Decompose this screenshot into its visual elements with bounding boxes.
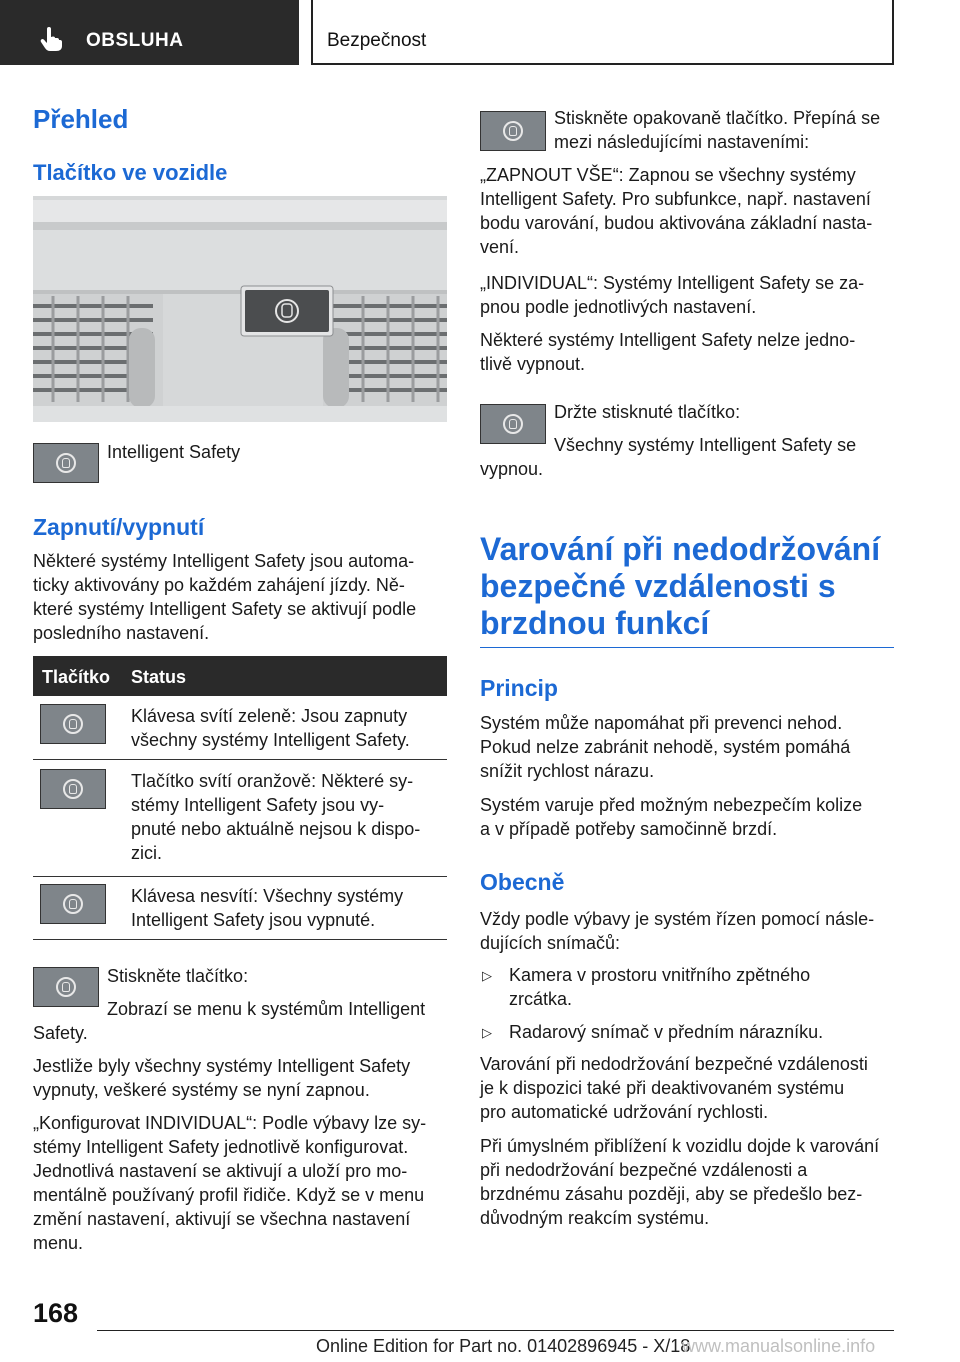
- heading-princip: Princip: [480, 675, 558, 701]
- heading-zapnuti: Zapnutí/vypnutí: [33, 514, 205, 540]
- press-button-icon: [33, 967, 99, 1007]
- table-row-orange: Tlačítko svítí oranžově: Některé sy‐ stémy Intelligent Safety jsou vy‐ pnuté nebo aktuálně nejsou k dispo‐ zici.: [131, 771, 421, 863]
- photo-caption: Intelligent Safety: [107, 442, 241, 462]
- heading-tlacitko: Tlačítko ve vozidle: [33, 160, 228, 185]
- intelligent-safety-button-icon: [33, 443, 99, 483]
- obecne-paragraph-2: Varování při nedodržování bezpečné vzdálenosti je k dispozici také při deaktivovaném systému pro automatické udržování rychlosti.: [480, 1054, 868, 1122]
- zapnout-vse-paragraph: „ZAPNOUT VŠE“: Zapnou se všechny systémy Intelligent Safety. Pro subfunkce, např. nastavení bodu varování, budou aktivována základní nasta‐ vení.: [480, 165, 873, 257]
- table-row-green: Klávesa svítí zeleně: Jsou zapnuty všechny systémy Intelligent Safety.: [131, 706, 410, 750]
- dashboard-button-photo: [33, 196, 447, 422]
- chapter-label: Bezpečnost: [327, 30, 427, 51]
- chapter-tab: [311, 0, 894, 65]
- footer-rule: [97, 1330, 894, 1331]
- watermark: www.manualsonline.info: [682, 1336, 876, 1356]
- table-bottom-rule: [33, 939, 447, 940]
- obecne-paragraph-3: Při úmyslném přiblížení k vozidlu dojde k varování při nedodržování bezpečné vzdálenosti a brzdnému zásahu později, aby se předešlo bez‐ důvodným reakcím systému.: [480, 1136, 880, 1228]
- heading-underline: [480, 647, 894, 648]
- button-orange-icon: [40, 769, 106, 809]
- hand-pointer-icon: [40, 27, 62, 51]
- table-divider: [33, 876, 447, 877]
- section-label: OBSLUHA: [86, 30, 184, 51]
- status-table-header: [33, 656, 447, 696]
- hold-line-2: Všechny systémy Intelligent Safety se: [554, 435, 857, 455]
- col-tlacitko: Tlačítko: [42, 667, 111, 687]
- page-number: 168: [33, 1298, 79, 1328]
- repeat-button-icon: [480, 111, 546, 151]
- button-green-icon: [40, 704, 106, 744]
- princip-paragraph-1: Systém může napomáhat při prevenci nehod. Pokud nelze zabránit nehodě, systém pomáhá snížit rychlost nárazu.: [480, 713, 851, 781]
- heading-varovani: Varování při nedodržování bezpečné vzdálenosti s brzdnou funkcí: [480, 531, 881, 641]
- bullet-item-2: Radarový snímač v předním nárazníku.: [509, 1022, 824, 1042]
- press-line-3: Safety.: [33, 1023, 88, 1043]
- triangle-bullet-icon: ▷: [482, 1025, 492, 1040]
- repeat-text: Stiskněte opakovaně tlačítko. Přepíná se mezi následujícími nastaveními:: [554, 108, 881, 152]
- obecne-paragraph-1: Vždy podle výbavy je systém řízen pomocí násle‐ dujících snímačů:: [480, 909, 875, 953]
- hold-line-1: Držte stisknuté tlačítko:: [554, 402, 741, 422]
- hold-line-3: vypnou.: [480, 459, 544, 479]
- bullet-item-1: Kamera v prostoru vnitřního zpětného zrcátka.: [509, 965, 811, 1009]
- button-off-icon: [40, 884, 106, 924]
- princip-paragraph-2: Systém varuje před možným nebezpečím kolize a v případě potřeby samočinně brzdí.: [480, 795, 863, 839]
- press-line-2: Zobrazí se menu k systémům Intelligent: [107, 999, 426, 1019]
- heading-prehled: Přehled: [33, 104, 129, 134]
- zapnuti-paragraph: Některé systémy Intelligent Safety jsou automa‐ ticky aktivovány po každém zahájení jízdy. Ně‐ které systémy Intelligent Safety se aktivují podle posledního nastavení.: [33, 551, 417, 643]
- edition-text: Online Edition for Part no. 01402896945 - X/18: [316, 1336, 691, 1356]
- paragraph-3: „Konfigurovat INDIVIDUAL“: Podle výbavy lze sy‐ stémy Intelligent Safety jednotlivě konfigurovat. Jednotlivá nastavení se aktivují a uloží pro mo‐ mentálně používaný profil řidiče. Když se v menu změní nastavení, aktivují se všechna nastavení menu.: [33, 1113, 427, 1253]
- heading-obecne: Obecně: [480, 869, 565, 895]
- hold-button-icon: [480, 404, 546, 444]
- triangle-bullet-icon: ▷: [482, 968, 492, 983]
- press-line-1: Stiskněte tlačítko:: [107, 966, 249, 986]
- section-tab: [0, 0, 299, 65]
- table-divider: [33, 759, 447, 760]
- paragraph-2: Jestliže byly všechny systémy Intelligent Safety vypnuty, veškeré systémy se nyní zapnou.: [33, 1056, 411, 1100]
- table-row-off: Klávesa nesvítí: Všechny systémy Intelligent Safety jsou vypnuté.: [131, 886, 404, 930]
- col-status: Status: [131, 667, 187, 687]
- individual-paragraph: „INDIVIDUAL“: Systémy Intelligent Safety se za‐ pnou podle jednotlivých nastavení.: [480, 273, 865, 317]
- nelze-paragraph: Některé systémy Intelligent Safety nelze jedno‐ tlivě vypnout.: [480, 330, 856, 374]
